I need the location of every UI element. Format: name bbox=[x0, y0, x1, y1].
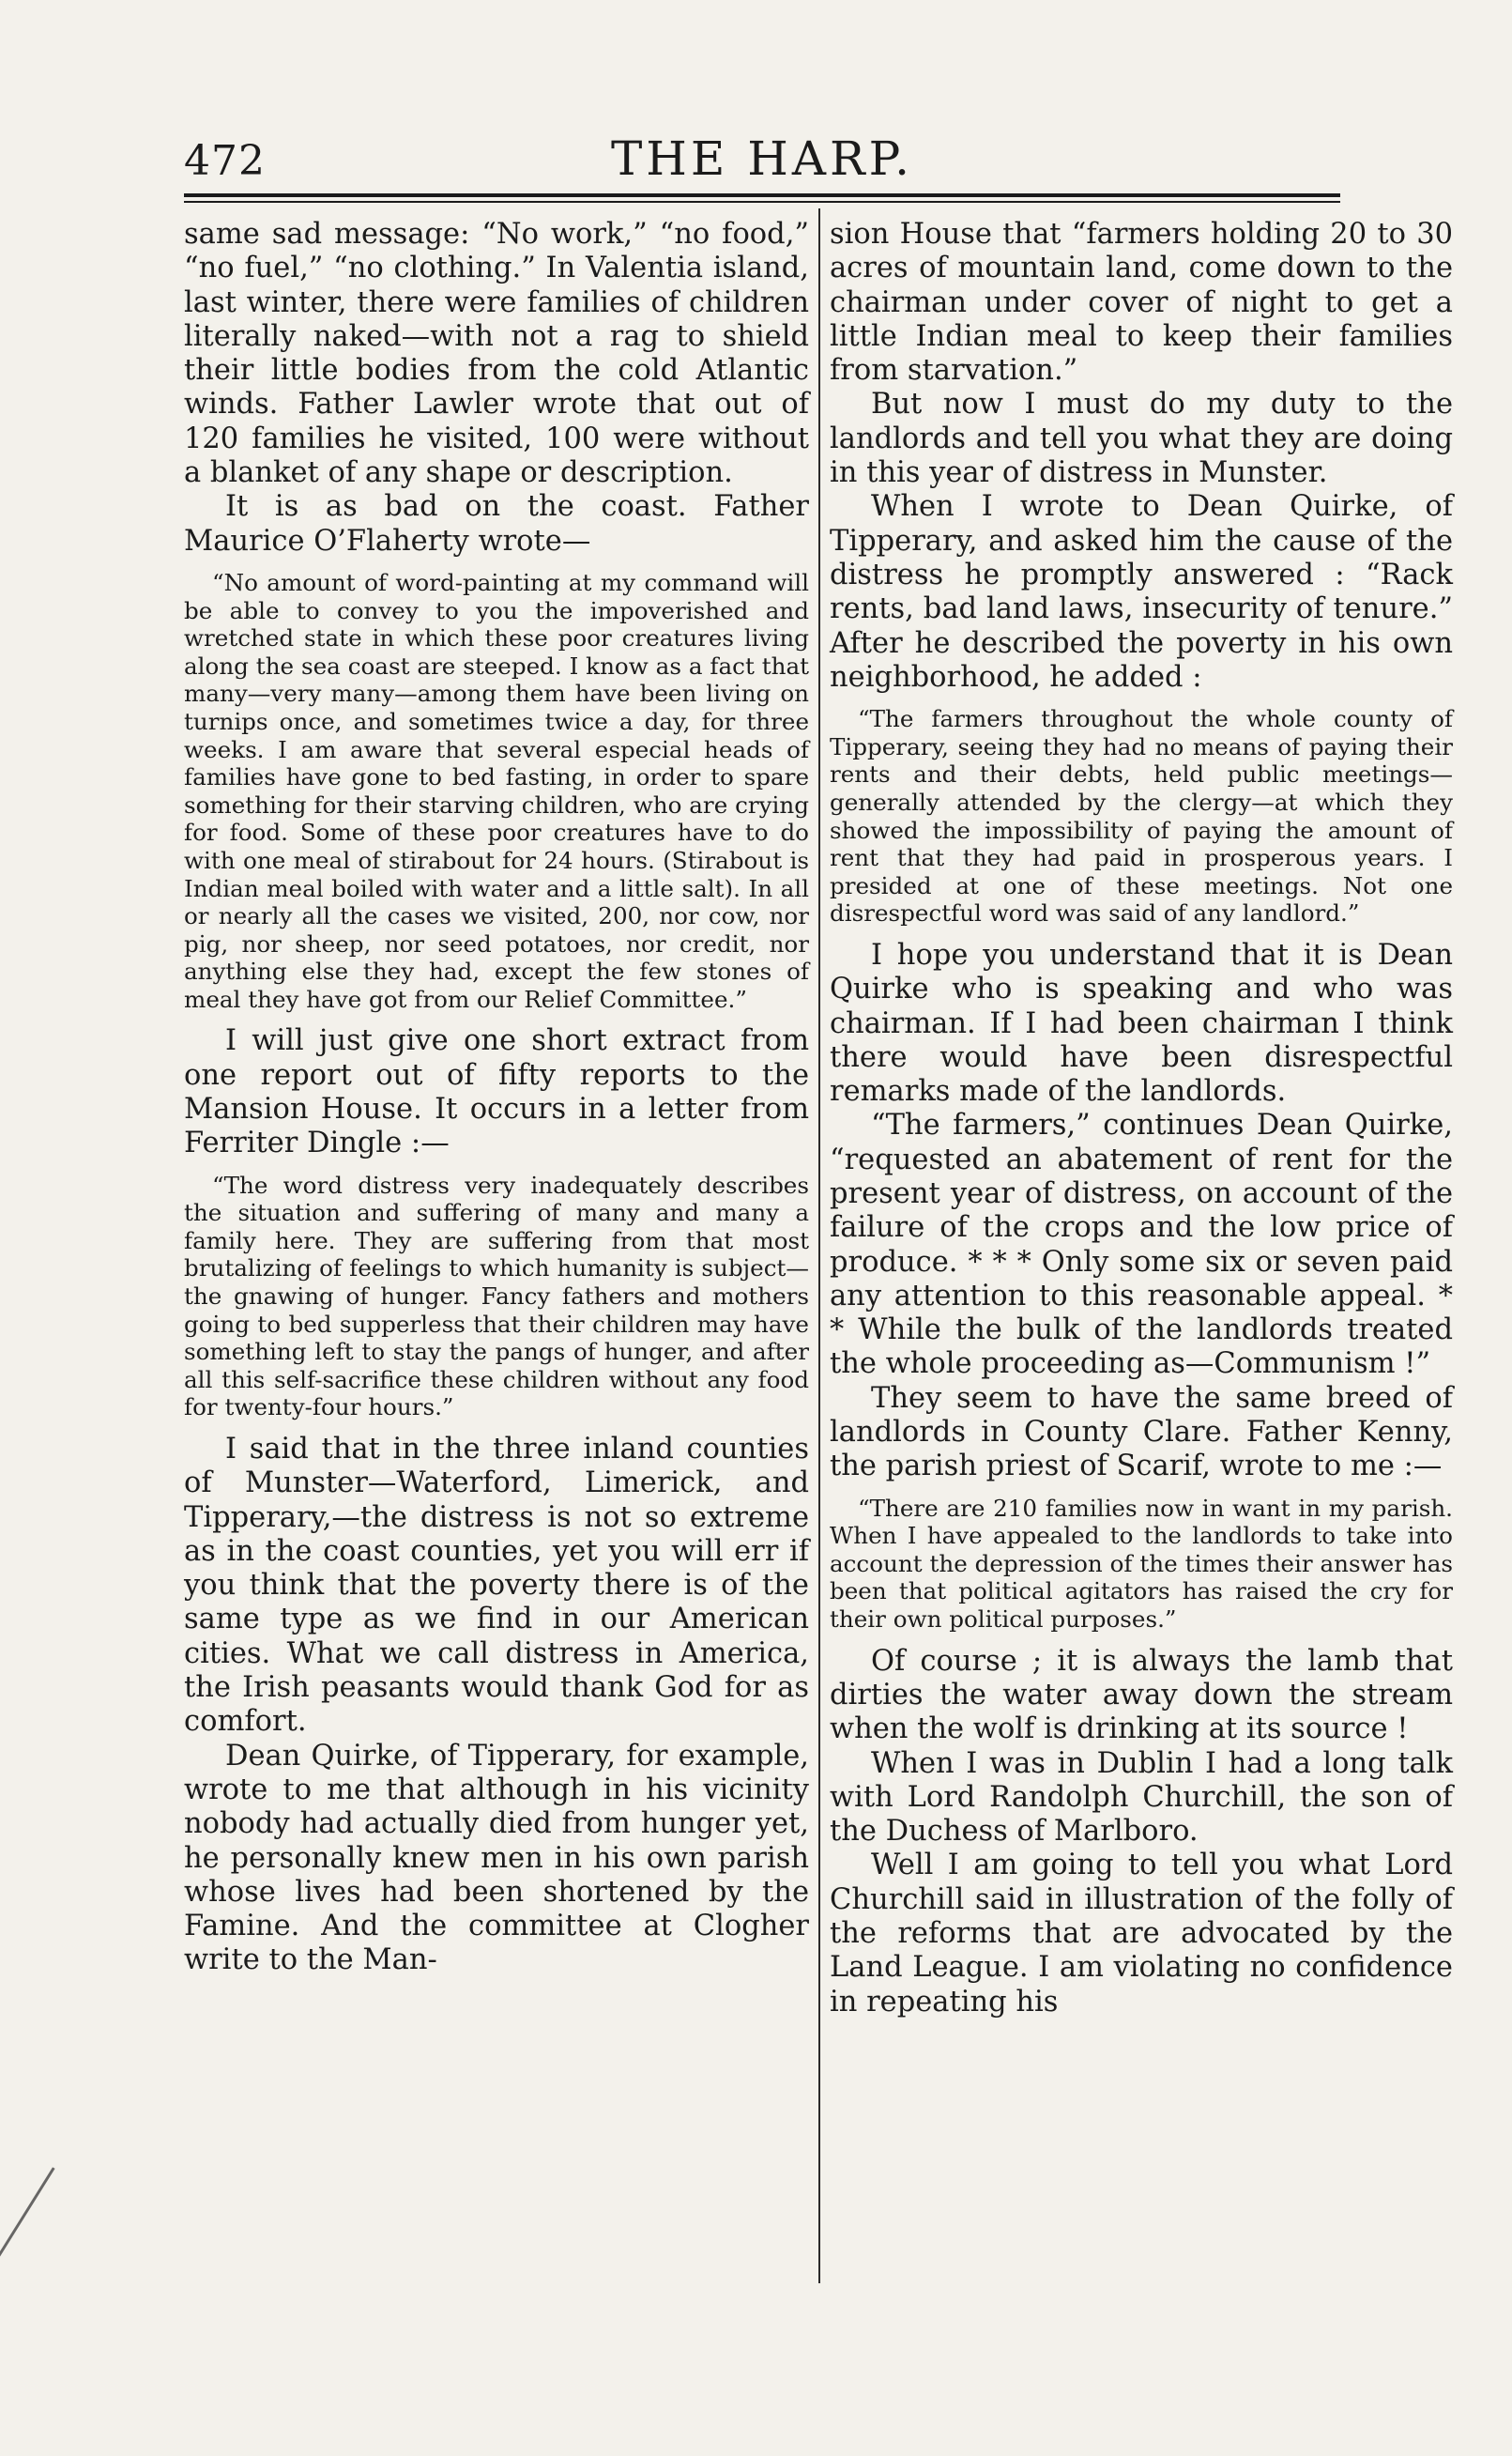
paragraph: I said that in the three inland counties of Munster—Waterford, Limerick, and Tipperary,—the distress is not so extreme as in the coast counties, yet you will err if you think that the poverty there is of the same type as we find in our American cities. What we call distress in America, the Irish peasants would thank God for as comfort. bbox=[184, 1433, 809, 1739]
block-quote: “There are 210 families now in want in my parish. When I have appealed to the landlords to take into account the depression of the times their answer has been that political agitators has raised the cry for their own political purposes.” bbox=[830, 1494, 1453, 1634]
paragraph: same sad message: “No work,” “no food,” “no fuel,” “no clothing.” In Valentia island, last winter, there were families of children literally naked—with not a rag to shield their little bodies from the cold Atlantic winds. Father Lawler wrote that out of 120 families he visited, 100 were without a blanket of any shape or description. bbox=[184, 218, 809, 490]
block-quote: “The word distress very inadequately describes the situation and suffering of many and many a family here. They are suffering from that most brutalizing of feelings to which humanity is subject—the gnawing of hunger. Fancy fathers and mothers going to bed supperless that their children may have something left to stay the pangs of hunger, and after all this self-sacrifice these children without any food for twenty-four hours.” bbox=[184, 1171, 809, 1421]
paragraph: When I was in Dublin I had a long talk with Lord Randolph Churchill, the son of the Duchess of Marlboro. bbox=[830, 1746, 1453, 1849]
page-number: 472 bbox=[184, 137, 266, 185]
paragraph: When I wrote to Dean Quirke, of Tipperary, and asked him the cause of the distress he promptly answered : “Rack rents, bad land laws, insecurity of tenure.” After he described the poverty in his own neighborhood, he added : bbox=[830, 490, 1453, 694]
paragraph: Well I am going to tell you what Lord Churchill said in illustration of the folly of the reforms that are advocated by the Land League. I am violating no confidence in repeating his bbox=[830, 1849, 1453, 2019]
header-rule-thin bbox=[184, 201, 1340, 203]
paragraph: But now I must do my duty to the landlords and tell you what they are doing in this year of distress in Munster. bbox=[830, 388, 1453, 490]
paragraph: I hope you understand that it is Dean Quirke who is speaking and who was chairman. If I had been chairman I think there would have been disrespectful remarks made of the landlords. bbox=[830, 938, 1453, 1109]
paragraph: sion House that “farmers holding 20 to 30 acres of mountain land, come down to the chairman under cover of night to get a little Indian meal to keep their families from starvation.” bbox=[830, 218, 1453, 388]
block-quote: “The farmers throughout the whole county of Tipperary, seeing they had no means of paying their rents and their debts, held public meetings—generally attended by the clergy—at which they showed the impossibility of paying the amount of rent that they had paid in prosperous years. I presided at one of these meetings. Not one disrespectful word was said of any landlord.” bbox=[830, 705, 1453, 928]
left-column bbox=[184, 218, 809, 1978]
page-header bbox=[184, 131, 1340, 188]
right-column bbox=[830, 218, 1453, 2019]
paragraph: Of course ; it is always the lamb that dirties the water away down the stream when the wolf is drinking at its source ! bbox=[830, 1644, 1453, 1746]
header-rule-thick bbox=[184, 193, 1340, 197]
block-quote: “No amount of word-painting at my command will be able to convey to you the impoverished and wretched state in which these poor creatures living along the sea coast are steeped. I know as a fact that many—very many—among them have been living on turnips once, and sometimes twice a day, for three weeks. I am aware that several especial heads of families have gone to bed fasting, in order to spare something for their starving children, who are crying for food. Some of these poor creatures have to do with one meal of stirabout for 24 hours. (Stirabout is Indian meal boiled with water and a little salt). In all or nearly all the cases we visited, 200, nor cow, nor pig, nor sheep, nor seed potatoes, nor credit, nor anything else they had, except the few stones of meal they have got from our Relief Committee.” bbox=[184, 568, 809, 1013]
paragraph: “The farmers,” continues Dean Quirke, “requested an abatement of rent for the present year of distress, on account of the failure of the crops and the low price of produce. * * * Only some six or seven paid any attention to this reasonable appeal. * * While the bulk of the landlords treated the whole proceeding as—Communism !” bbox=[830, 1109, 1453, 1381]
paragraph: Dean Quirke, of Tipperary, for example, wrote to me that although in his vicinity nobody had actually died from hunger yet, he personally knew men in his own parish whose lives had been shortened by the Famine. And the committee at Clogher write to the Man- bbox=[184, 1739, 809, 1977]
margin-pen-mark bbox=[0, 2167, 55, 2264]
running-title: THE HARP. bbox=[610, 131, 914, 186]
paragraph: They seem to have the same breed of landlords in County Clare. Father Kenny, the parish priest of Scarif, wrote to me :— bbox=[830, 1381, 1453, 1483]
paragraph: It is as bad on the coast. Father Maurice O’Flaherty wrote— bbox=[184, 490, 809, 558]
column-divider bbox=[818, 208, 820, 2283]
paragraph: I will just give one short extract from one report out of fifty reports to the Mansion House. It occurs in a letter from Ferriter Dingle :— bbox=[184, 1024, 809, 1160]
